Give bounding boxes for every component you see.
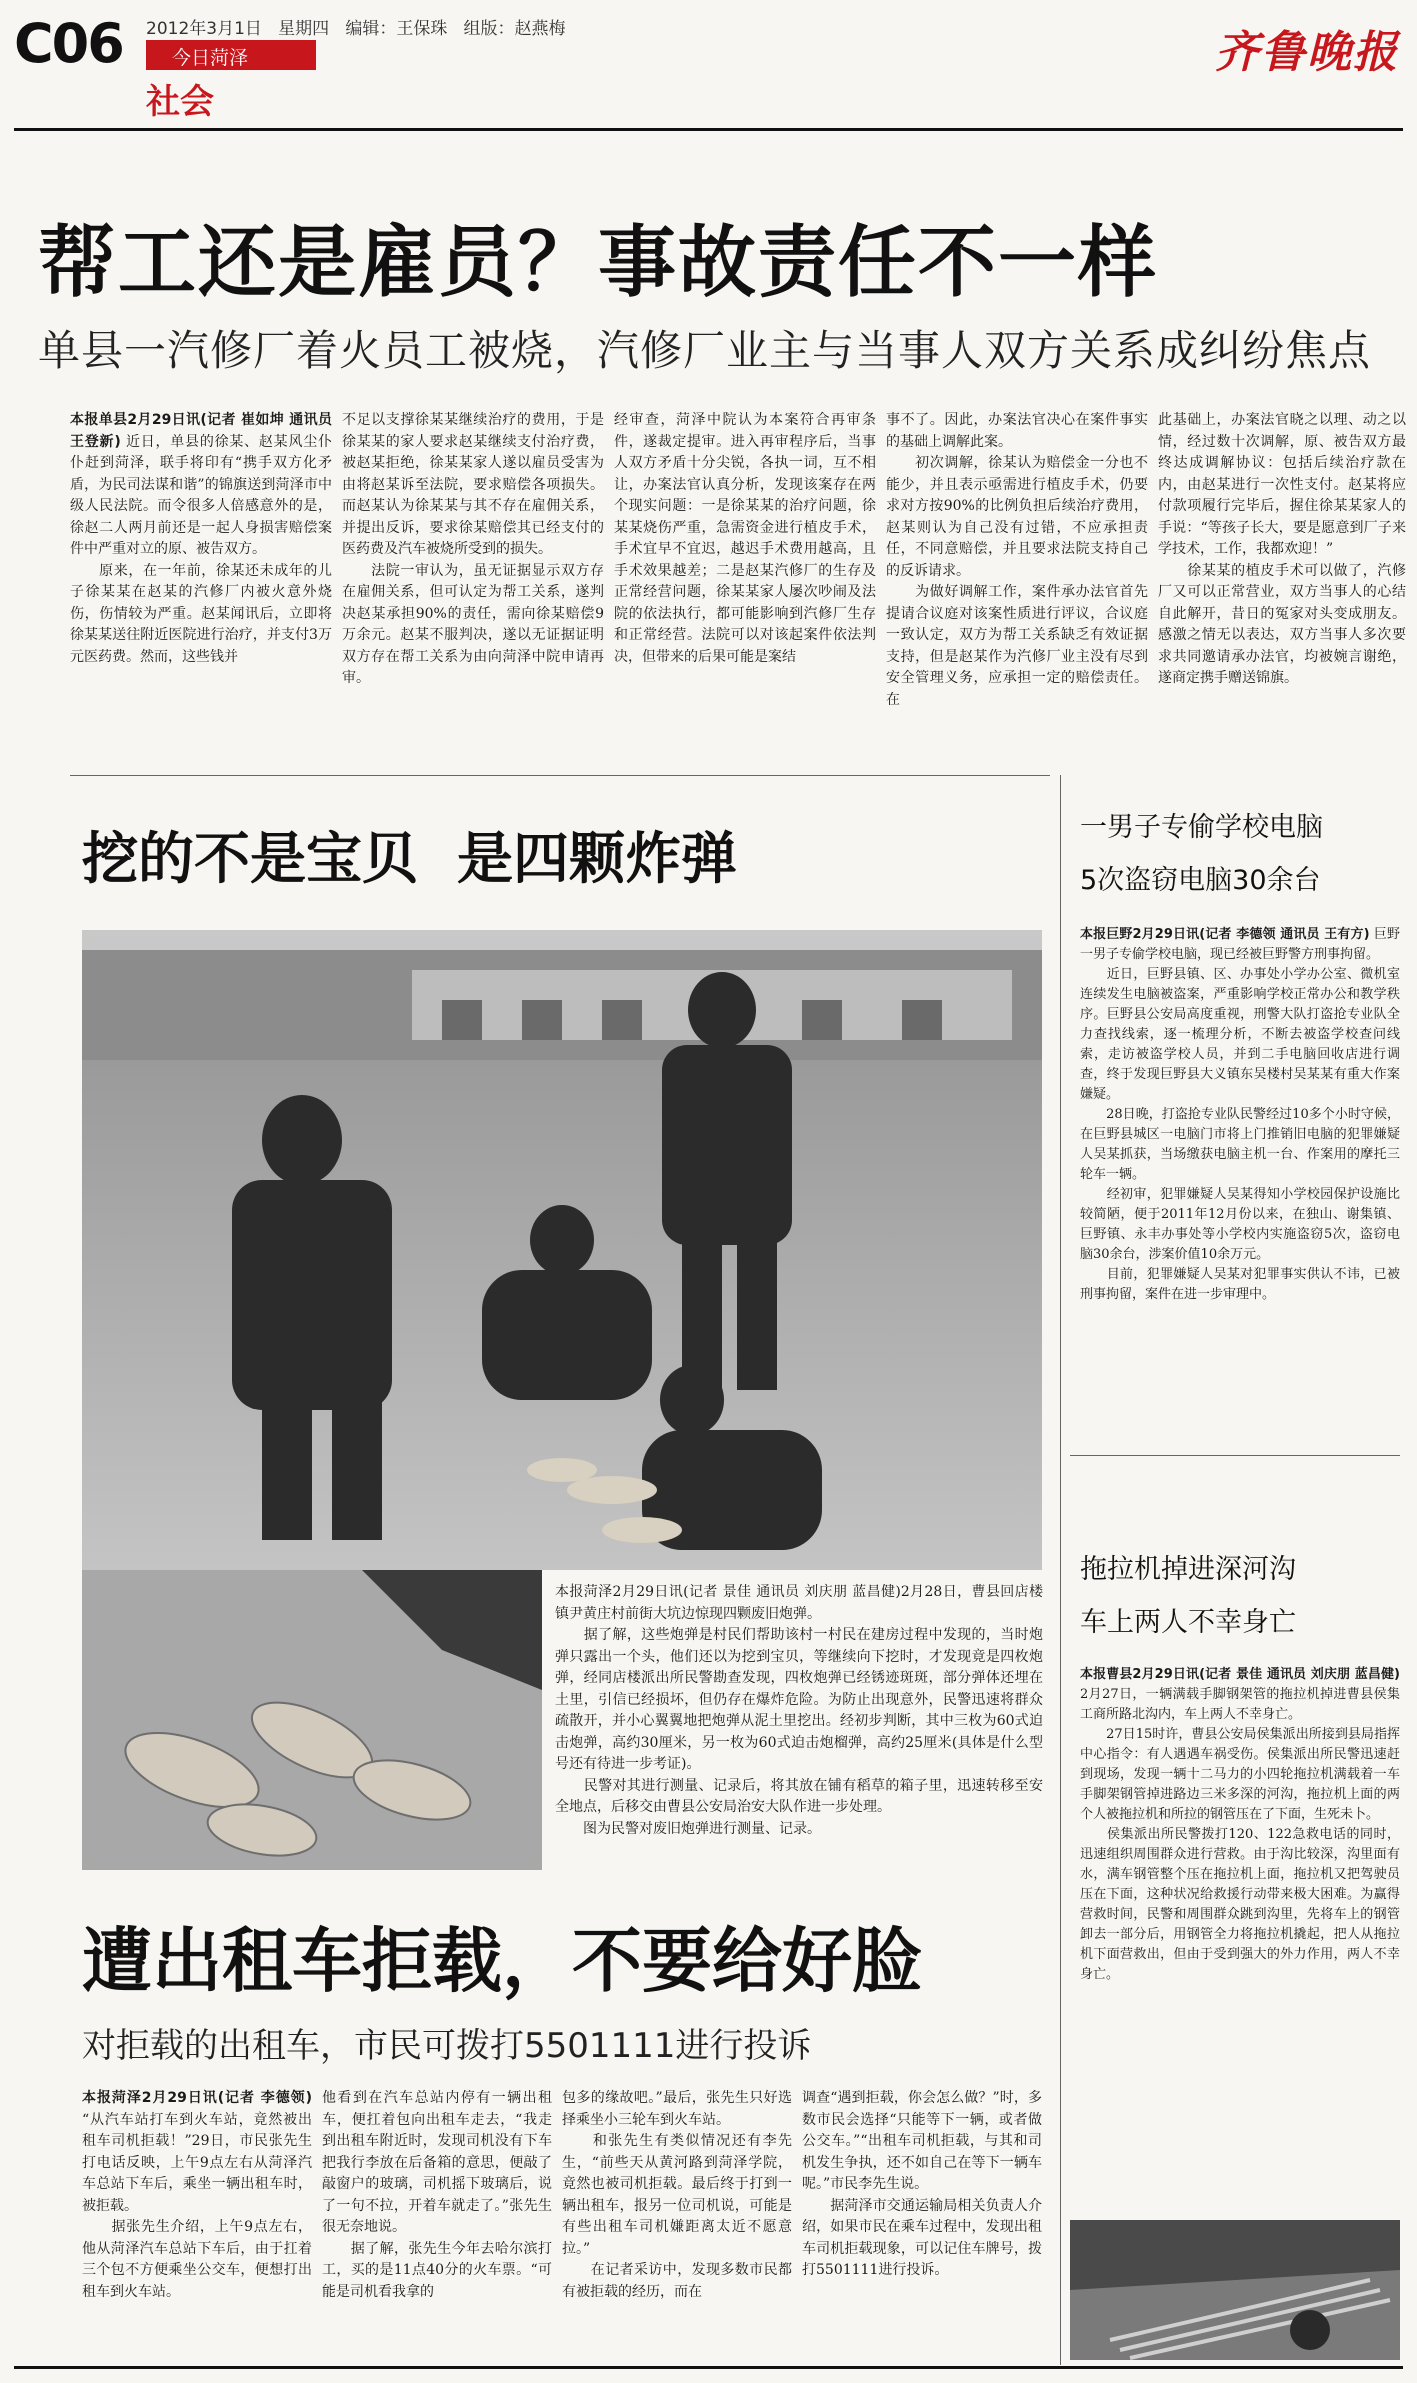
sidebar2-photo — [1070, 2220, 1400, 2360]
section-tag: 今日菏泽 — [146, 40, 316, 70]
date-line: 2012年3月1日 星期四 编辑：王保珠 组版：赵燕梅 — [146, 19, 566, 39]
article2-headline: 挖的不是宝贝 是四颗炸弹 — [82, 827, 737, 892]
sidebar1-body: 巨野一男子专偷学校电脑，现已经被巨野警方刑事拘留。 近日，巨野县镇、区、办事处小学办公室、微机室连续发生电脑被盗案，严重影响学校正常办公和教学秩序。巨野县公安局高度重视，刑警大队打盗抢专业队全力查找线索，逐一梳理分析，不断去被盗学校查问线索，走访被盗学校人员，并到二手电脑回收店进行调查，终于发现巨野县大义镇东吴楼村吴某某有重大作案嫌疑。 28日晚，打盗抢专业队民警经过10多个小时守候，在巨野县城区一电脑门市将上门推销旧电脑的犯罪嫌疑人吴某抓获，当场缴获电脑主机一台、作案用的摩托三轮车一辆。 经初审，犯罪嫌疑人吴某得知小学校园保护设施比较简陋，便于2011年12月份以来，在独山、谢集镇、巨野镇、永丰办事处等小学校内实施盗窃5次，盗窃电脑30余台，涉案价值10余万元。 目前，犯罪嫌疑人吴某对犯罪事实供认不讳，已被刑事拘留，案件在进一步审理中。 — [1080, 927, 1400, 1302]
article1-text-1: 近日，单县的徐某、赵某风尘仆仆赶到菏泽，联手将印有“携手双方化矛盾，为民司法谋和谐”的锦旗送到菏泽市中级人民法院。而令很多人倍感意外的是，徐赵二人两月前还是一起人身损害赔偿案件中严重对立的原、被告双方。 原来，在一年前，徐某还未成年的儿子徐某某在赵某的汽修厂内被火意外烧伤，伤情较为严重。赵某闻讯后，立即将徐某某送往附近医院进行治疗，并支付3万元医药费。然而，这些钱并 — [70, 433, 332, 665]
footer-rule — [14, 2366, 1403, 2369]
sidebar2-title-line1: 拖拉机掉进深河沟 — [1080, 1554, 1296, 1585]
article1-subheadline: 单县一汽修厂着火员工被烧，汽修厂业主与当事人双方关系成纠纷焦点 — [38, 326, 1372, 375]
article1-headline: 帮工还是雇员？事故责任不一样 — [38, 218, 1159, 308]
article3-column-2: 他看到在汽车总站内停有一辆出租车，便扛着包向出租车走去，“我走到出租车附近时，发现司机没有下车把我行李放在后备箱的意思，便敲了敲窗户的玻璃，司机摇下玻璃后，说了一句不拉，开着车就走了。”张先生很无奈地说。 据了解，张先生今年去哈尔滨打工，买的是11点40分的火车票。“可能是司机看我拿的 — [322, 2090, 552, 2300]
article1-byline: 本报单县2月29日讯(记者 崔如坤 通讯员 王登新) — [70, 412, 332, 450]
header-rule — [14, 128, 1403, 131]
sidebar2-body-block — [1080, 1665, 1400, 2210]
sidebar1-title-line1: 一男子专偷学校电脑 — [1080, 812, 1323, 843]
article1-column-1 — [70, 410, 332, 760]
article1-column-2: 不足以支撑徐某某继续治疗的费用，于是徐某某的家人要求赵某继续支付治疗费，被赵某拒绝，徐某某家人遂以雇员受害为由将赵某诉至法院，要求赔偿各项损失。而赵某认为徐某某与其不存在雇佣关系，并提出反诉，要求徐某赔偿其已经支付的医药费及汽车被烧所受到的损失。 法院一审认为，虽无证据显示双方存在雇佣关系，但可认定为帮工关系，遂判决赵某承担90%的责任，需向徐某赔偿9万余元。赵某不服判决，遂以无证据证明双方存在帮工关系为由向菏泽中院申请再审。 — [342, 412, 604, 686]
article2-main-photo — [82, 930, 1042, 1570]
article3-subheadline: 对拒载的出租车，市民可拨打5501111进行投诉 — [82, 2026, 812, 2066]
sidebar-divider — [1060, 775, 1061, 2365]
sidebar1-byline: 本报巨野2月29日讯(记者 李德领 通讯员 王有方) — [1080, 927, 1370, 942]
sidebar-separator — [1070, 1455, 1400, 1456]
divider — [70, 775, 1050, 776]
article3-text-1: “从汽车站打车到火车站，竟然被出租车司机拒载！”29日，市民张先生打电话反映，上午9点左右从菏泽汽车总站下车后，乘坐一辆出租车时，被拒载。 据张先生介绍，上午9点左右，他从菏泽汽车总站下车后，由于扛着三个包不方便乘坐公交车，便想打出租车到火车站。 — [82, 2111, 312, 2300]
masthead-logo: 齐鲁晚报 — [1215, 27, 1399, 78]
article1-column-3: 经审查，菏泽中院认为本案符合再审条件，遂裁定提审。进入再审程序后，当事人双方矛盾十分尖锐，各执一词，互不相让，办案法官认真分析，发现该案存在两个现实问题：一是徐某某的治疗问题，徐某某烧伤严重，急需资金进行植皮手术，手术宜早不宜迟，越迟手术费用越高，且手术效果越差；二是赵某汽修厂的生存及正常经营问题，徐某某家人屡次吵闹及法院的依法执行，都可能影响到汽修厂生存和正常经营。法院可以对该起案件依法判决，但带来的后果可能是案结 — [614, 412, 876, 665]
article3-column-1 — [82, 2088, 312, 2358]
page-number: C06 — [14, 12, 123, 75]
article2-inset-photo — [82, 1570, 542, 1870]
article1-column-4: 事不了。因此，办案法官决心在案件事实的基础上调解此案。 初次调解，徐某认为赔偿金一分也不能少，并且表示亟需进行植皮手术，仍要求对方按90%的比例负担后续治疗费用，赵某则认为自己没有过错，不应承担责任，不同意赔偿，并且要求法院支持自己的反诉请求。 为做好调解工作，案件承办法官首先提请合议庭对该案性质进行评议，合议庭一致认定，双方为帮工关系缺乏有效证据支持，但是赵某作为汽修厂业主没有尽到安全管理义务，应承担一定的赔偿责任。在 — [886, 412, 1148, 708]
section-name: 社会 — [146, 82, 214, 122]
sidebar1-title-line2: 5次盗窃电脑30余台 — [1080, 865, 1321, 896]
article3-byline: 本报菏泽2月29日讯(记者 李德领) — [82, 2090, 312, 2106]
sidebar2-byline: 本报曹县2月29日讯(记者 景佳 通讯员 刘庆朋 蓝昌健) — [1080, 1667, 1400, 1682]
article3-column-4: 调查“遇到拒载，你会怎么做？”时，多数市民会选择“只能等下一辆，或者做公交车。”“出租车司机拒载，与其和司机发生争执，还不如自己在等下一辆车呢。”市民李先生说。 据菏泽市交通运输局相关负责人介绍，如果市民在乘车过程中，发现出租车司机拒载现象，可以记住车牌号，拨打5501111进行投诉。 — [802, 2090, 1042, 2278]
article2-caption: 本报菏泽2月29日讯(记者 景佳 通讯员 刘庆朋 蓝昌健)2月28日，曹县回店楼镇尹黄庄村前街大坑边惊现四颗废旧炮弹。 据了解，这些炮弹是村民们帮助该村一村民在建房过程中发现的，当时炮弹只露出一个头，他们还以为挖到宝贝，等继续向下挖时，才发现竟是四枚炮弹，经同店楼派出所民警勘查发现，四枚炮弹已经锈迹斑斑，部分弹体还埋在土里，引信已经损坏，但仍存在爆炸危险。为防止出现意外，民警迅速将群众疏散开，并小心翼翼地把炮弹从泥土里挖出。经初步判断，其中三枚为60式迫击炮弹，高约30厘米，另一枚为60式迫击炮榴弹，高约25厘米(具体是什么型号还有待进一步考证)。 民警对其进行测量、记录后，将其放在铺有稻草的箱子里，迅速转移至安全地点，后移交由曹县公安局治安大队作进一步处理。 图为民警对废旧炮弹进行测量、记录。 — [555, 1584, 1043, 1837]
sidebar2-title-line2: 车上两人不幸身亡 — [1080, 1607, 1296, 1638]
sidebar1-body-block — [1080, 925, 1400, 1445]
article3-column-3: 包多的缘故吧。”最后，张先生只好选择乘坐小三轮车到火车站。 和张先生有类似情况还有李先生，“前些天从黄河路到菏泽学院，竟然也被司机拒载。最后终于打到一辆出租车，报另一位司机说，可能是有些出租车司机嫌距离太近不愿意拉。” 在记者采访中，发现多数市民都有被拒载的经历，而在 — [562, 2090, 792, 2300]
article3-headline: 遭出租车拒载，不要给好脸 — [82, 1920, 922, 2002]
sidebar2-body: 2月27日，一辆满载手脚钢架管的拖拉机掉进曹县侯集工商所路北沟内，车上两人不幸身亡。 27日15时许，曹县公安局侯集派出所接到县局指挥中心指令：有人遇遇车祸受伤。侯集派出所民警迅速赶到现场，发现一辆十二马力的小四轮拖拉机满载着一车手脚架钢管掉进路边三米多深的河沟，拖拉机上面的两个人被拖拉机和所拉的钢管压在了下面，生死未卜。 侯集派出所民警拨打120、122急救电话的同时，迅速组织周围群众进行营救。由于沟比较深，沟里面有水，满车钢管整个压在拖拉机上面，拖拉机又把驾驶员压在下面，这种状况给救援行动带来极大困难。为赢得营救时间，民警和周围群众跳到沟里，先将车上的钢管卸去一部分后，用钢管全力将拖拉机撬起，把人从拖拉机下面营救出，但由于受到强大的外力作用，两人不幸身亡。 — [1080, 1687, 1400, 1982]
article1-column-5: 此基础上，办案法官晓之以理、动之以情，经过数十次调解，原、被告双方最终达成调解协议：包括后续治疗款在内，由赵某进行一次性支付。赵某将应付款项履行完毕后，握住徐某某家人的手说：“等孩子长大，要是愿意到厂子来学技术，工作，我都欢迎！” 徐某某的植皮手术可以做了，汽修厂又可以正常营业，双方当事人的心结自此解开，昔日的冤家对头变成朋友。感激之情无以表达，双方当事人多次要求共同邀请承办法官，均被婉言谢绝，遂商定携手赠送锦旗。 — [1158, 412, 1406, 686]
